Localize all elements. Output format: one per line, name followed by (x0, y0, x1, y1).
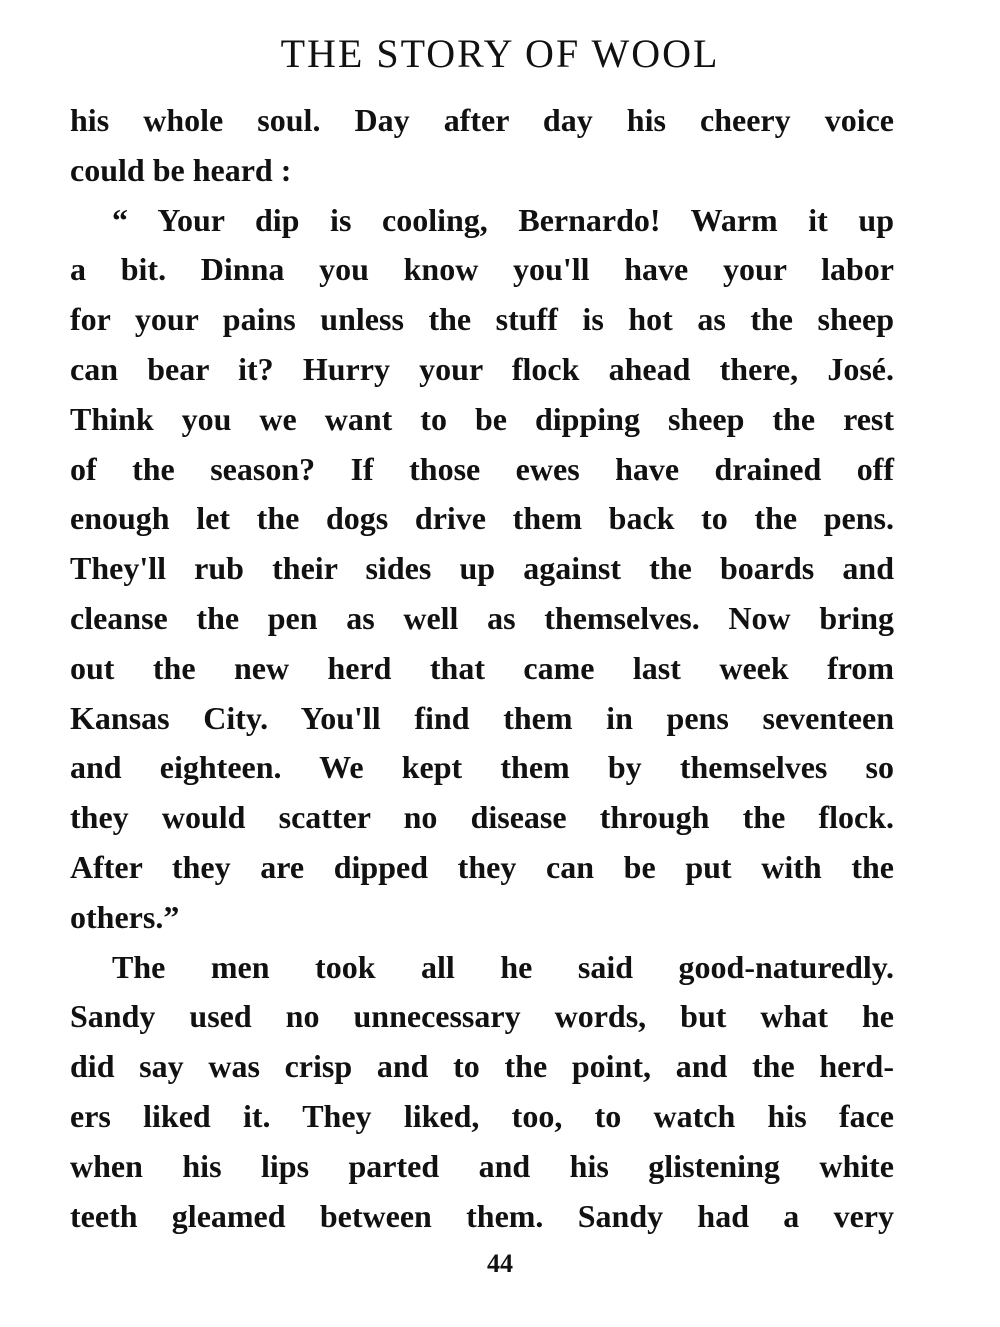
text-line: teeth gleamed between them. Sandy had a very (70, 1197, 894, 1234)
text-line: can bear it? Hurry your flock ahead there, José. (70, 350, 894, 387)
text-line: did say was crisp and to the point, and the herd- (70, 1048, 894, 1085)
text-line: for your pains unless the stuff is hot as the sheep (70, 301, 894, 338)
body-text (70, 96, 894, 1241)
text-line: Sandy used no unnecessary words, but what he (70, 998, 894, 1035)
text-line: when his lips parted and his glistening white (70, 1147, 894, 1184)
text-line: could be heard : (70, 151, 292, 188)
text-line: Think you we want to be dipping sheep the rest (70, 400, 894, 437)
text-line: The men took all he said good-naturedly. (112, 948, 894, 985)
text-line: his whole soul. Day after day his cheery voice (70, 102, 894, 138)
text-line: ers liked it. They liked, too, to watch his face (70, 1097, 894, 1134)
text-line: and eighteen. We kept them by themselves so (70, 749, 894, 786)
text-line: they would scatter no disease through the flock. (70, 799, 894, 836)
running-head: THE STORY OF WOOL (280, 31, 720, 76)
text-line: out the new herd that came last week from (70, 649, 894, 686)
text-line: “ Your dip is cooling, Bernardo! Warm it up (112, 201, 894, 238)
text-line: others.” (70, 898, 180, 935)
page-number: 44 (487, 1249, 513, 1278)
text-line: cleanse the pen as well as themselves. Now bring (70, 599, 894, 636)
text-line: a bit. Dinna you know you'll have your labor (70, 251, 894, 288)
text-line: enough let the dogs drive them back to the pens. (70, 500, 894, 537)
text-line: After they are dipped they can be put with the (70, 848, 894, 885)
text-line: They'll rub their sides up against the boards and (70, 550, 894, 587)
text-line: of the season? If those ewes have drained off (70, 450, 894, 487)
text-line: Kansas City. You'll find them in pens seventeen (70, 699, 894, 736)
